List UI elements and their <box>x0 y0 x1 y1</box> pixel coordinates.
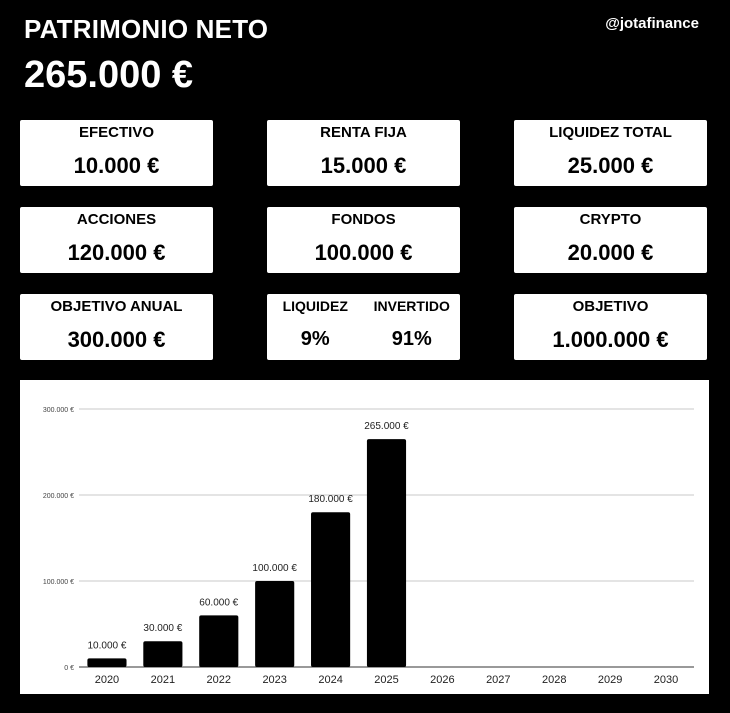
card-liquidez-invertido <box>267 294 460 360</box>
card-liquidez-total <box>514 120 707 186</box>
card-acciones <box>20 207 213 273</box>
card-crypto <box>514 207 707 273</box>
x-tick-label: 2029 <box>597 674 623 686</box>
x-tick-label: 2026 <box>430 674 455 686</box>
card-label: ACCIONES <box>76 211 157 228</box>
bar-2021 <box>143 641 182 667</box>
card-label: EFECTIVO <box>78 124 154 141</box>
data-label-2024: 180.000 € <box>308 494 353 506</box>
card-objetivo <box>514 294 707 360</box>
invertido-value: 91% <box>391 328 432 350</box>
bar-2023 <box>255 581 294 667</box>
card-label: OBJETIVO <box>572 298 649 315</box>
bar-2025 <box>367 439 406 667</box>
y-tick-label: 0 € <box>64 665 74 672</box>
card-value: 20.000 € <box>567 240 654 265</box>
y-tick-label: 300.000 € <box>42 407 74 414</box>
y-tick-label: 200.000 € <box>42 493 74 500</box>
liquidez-value: 9% <box>300 328 330 350</box>
data-label-2023: 100.000 € <box>252 563 297 574</box>
card-value: 15.000 € <box>320 153 407 178</box>
net-worth-total: 265.000 € <box>24 54 194 96</box>
data-label-2022: 60.000 € <box>199 597 239 609</box>
x-tick-label: 2023 <box>262 674 287 686</box>
x-tick-label: 2021 <box>150 674 176 686</box>
invertido-section <box>364 294 461 360</box>
card-value: 300.000 € <box>67 327 166 352</box>
data-label-2021: 30.000 € <box>143 623 183 635</box>
page-title: PATRIMONIO NETO <box>24 14 269 44</box>
card-label: RENTA FIJA <box>320 124 407 141</box>
y-tick-label: 100.000 € <box>42 579 74 586</box>
card-label: LIQUIDEZ TOTAL <box>549 124 672 141</box>
net-worth-chart <box>20 380 709 694</box>
invertido-label: INVERTIDO <box>373 298 450 314</box>
author-handle: @jotafinance <box>605 15 699 32</box>
card-efectivo <box>20 120 213 186</box>
card-value: 10.000 € <box>73 153 160 178</box>
card-objetivo-anual <box>20 294 213 360</box>
card-value: 100.000 € <box>314 240 413 265</box>
x-tick-label: 2028 <box>541 674 567 686</box>
x-tick-label: 2025 <box>374 674 399 686</box>
bar-2022 <box>199 615 238 667</box>
x-tick-label: 2024 <box>318 674 343 686</box>
liquidez-label: LIQUIDEZ <box>282 298 348 314</box>
data-label-2025: 265.000 € <box>364 421 409 433</box>
x-tick-label: 2027 <box>486 674 511 686</box>
x-tick-label: 2030 <box>653 674 679 686</box>
card-label: FONDOS <box>331 211 396 228</box>
liquidez-section <box>267 294 364 360</box>
bar-chart-svg <box>20 380 709 694</box>
x-tick-label: 2020 <box>94 674 120 686</box>
card-value: 120.000 € <box>67 240 166 265</box>
data-label-2020: 10.000 € <box>87 640 127 652</box>
card-value: 25.000 € <box>567 153 654 178</box>
bar-2024 <box>311 512 350 667</box>
bar-2020 <box>87 658 126 667</box>
card-value: 1.000.000 € <box>552 327 669 352</box>
card-fondos <box>267 207 460 273</box>
card-label: CRYPTO <box>579 211 642 228</box>
x-tick-label: 2022 <box>206 674 232 686</box>
card-renta-fija <box>267 120 460 186</box>
card-label: OBJETIVO ANUAL <box>50 298 183 315</box>
